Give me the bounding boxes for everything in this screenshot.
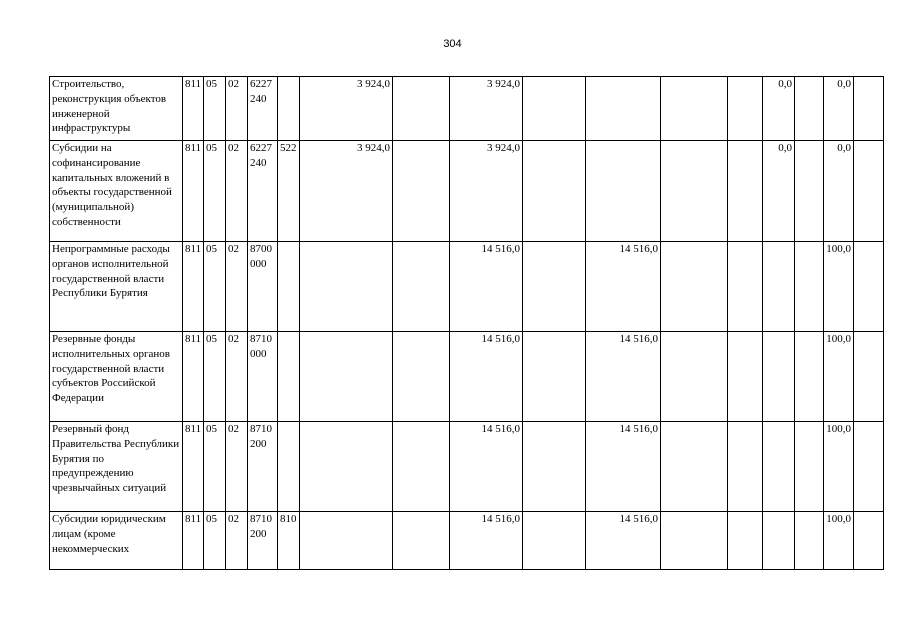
subsection-code: 02 — [226, 141, 248, 242]
ministry-code: 811 — [183, 242, 204, 332]
section-code: 05 — [204, 141, 226, 242]
section-code: 05 — [204, 242, 226, 332]
value-cell — [728, 242, 763, 332]
value-cell: 0,0 — [824, 141, 854, 242]
ministry-code: 811 — [183, 141, 204, 242]
value-cell — [661, 422, 728, 512]
section-code: 05 — [204, 332, 226, 422]
target-article: 8710 200 — [248, 422, 278, 512]
target-article: 8710 200 — [248, 512, 278, 570]
value-cell: 14 516,0 — [450, 512, 523, 570]
value-cell: 14 516,0 — [586, 332, 661, 422]
value-cell — [763, 332, 795, 422]
value-cell — [854, 422, 884, 512]
value-cell — [661, 77, 728, 141]
target-article: 8710 000 — [248, 332, 278, 422]
value-cell — [523, 512, 586, 570]
value-cell — [661, 141, 728, 242]
expense-type — [278, 422, 300, 512]
value-cell — [728, 512, 763, 570]
value-cell — [795, 512, 824, 570]
value-cell: 3 924,0 — [450, 77, 523, 141]
value-cell — [300, 332, 393, 422]
value-cell: 0,0 — [763, 141, 795, 242]
row-name: Резервные фонды исполнительных органов государственной власти субъектов Российской Федерации — [50, 332, 183, 422]
value-cell: 0,0 — [824, 77, 854, 141]
expense-type: 522 — [278, 141, 300, 242]
row-name: Субсидии на софинансирование капитальных вложений в объекты государственной (муниципальной) собственности — [50, 141, 183, 242]
value-cell: 14 516,0 — [586, 242, 661, 332]
value-cell — [393, 141, 450, 242]
value-cell: 14 516,0 — [450, 242, 523, 332]
target-article: 8700 000 — [248, 242, 278, 332]
value-cell — [763, 422, 795, 512]
subsection-code: 02 — [226, 332, 248, 422]
expense-type — [278, 77, 300, 141]
value-cell — [300, 422, 393, 512]
target-article: 6227 240 — [248, 77, 278, 141]
expense-type — [278, 332, 300, 422]
value-cell — [854, 242, 884, 332]
table-row — [50, 242, 884, 332]
subsection-code: 02 — [226, 512, 248, 570]
section-code: 05 — [204, 422, 226, 512]
value-cell: 14 516,0 — [586, 512, 661, 570]
value-cell — [523, 77, 586, 141]
value-cell — [393, 242, 450, 332]
value-cell: 3 924,0 — [450, 141, 523, 242]
value-cell — [728, 332, 763, 422]
value-cell: 100,0 — [824, 332, 854, 422]
value-cell — [795, 141, 824, 242]
value-cell: 14 516,0 — [450, 332, 523, 422]
value-cell: 14 516,0 — [450, 422, 523, 512]
table-row — [50, 141, 884, 242]
value-cell — [728, 422, 763, 512]
value-cell — [661, 512, 728, 570]
value-cell: 100,0 — [824, 242, 854, 332]
value-cell — [393, 422, 450, 512]
value-cell — [300, 512, 393, 570]
expense-type: 810 — [278, 512, 300, 570]
value-cell — [523, 141, 586, 242]
expense-type — [278, 242, 300, 332]
value-cell — [523, 332, 586, 422]
subsection-code: 02 — [226, 422, 248, 512]
table-row — [50, 422, 884, 512]
value-cell — [661, 332, 728, 422]
row-name: Резервный фонд Правительства Республики Бурятия по предупреждению чрезвычайных ситуаций — [50, 422, 183, 512]
value-cell — [854, 332, 884, 422]
value-cell — [795, 332, 824, 422]
value-cell — [854, 77, 884, 141]
value-cell — [795, 77, 824, 141]
value-cell: 100,0 — [824, 422, 854, 512]
value-cell — [586, 77, 661, 141]
value-cell — [393, 512, 450, 570]
value-cell — [763, 242, 795, 332]
ministry-code: 811 — [183, 422, 204, 512]
table-row — [50, 77, 884, 141]
budget-table — [49, 76, 884, 570]
value-cell — [728, 141, 763, 242]
page-number: 304 — [443, 38, 462, 50]
section-code: 05 — [204, 512, 226, 570]
value-cell — [393, 332, 450, 422]
value-cell — [795, 242, 824, 332]
value-cell — [854, 141, 884, 242]
value-cell: 3 924,0 — [300, 77, 393, 141]
table-row — [50, 512, 884, 570]
value-cell — [661, 242, 728, 332]
value-cell — [586, 141, 661, 242]
value-cell: 3 924,0 — [300, 141, 393, 242]
table-body — [50, 77, 884, 570]
value-cell — [393, 77, 450, 141]
value-cell — [854, 512, 884, 570]
ministry-code: 811 — [183, 332, 204, 422]
value-cell — [523, 422, 586, 512]
value-cell — [728, 77, 763, 141]
target-article: 6227 240 — [248, 141, 278, 242]
row-name: Субсидии юридическим лицам (кроме некоммерческих — [50, 512, 183, 570]
value-cell — [523, 242, 586, 332]
value-cell — [795, 422, 824, 512]
subsection-code: 02 — [226, 242, 248, 332]
value-cell — [300, 242, 393, 332]
subsection-code: 02 — [226, 77, 248, 141]
ministry-code: 811 — [183, 512, 204, 570]
row-name: Непрограммные расходы органов исполнительной государственной власти Республики Бурятия — [50, 242, 183, 332]
row-name: Строительство, реконструкция объектов инженерной инфраструктуры — [50, 77, 183, 141]
ministry-code: 811 — [183, 77, 204, 141]
value-cell: 14 516,0 — [586, 422, 661, 512]
value-cell: 100,0 — [824, 512, 854, 570]
section-code: 05 — [204, 77, 226, 141]
table-row — [50, 332, 884, 422]
value-cell — [763, 512, 795, 570]
value-cell: 0,0 — [763, 77, 795, 141]
